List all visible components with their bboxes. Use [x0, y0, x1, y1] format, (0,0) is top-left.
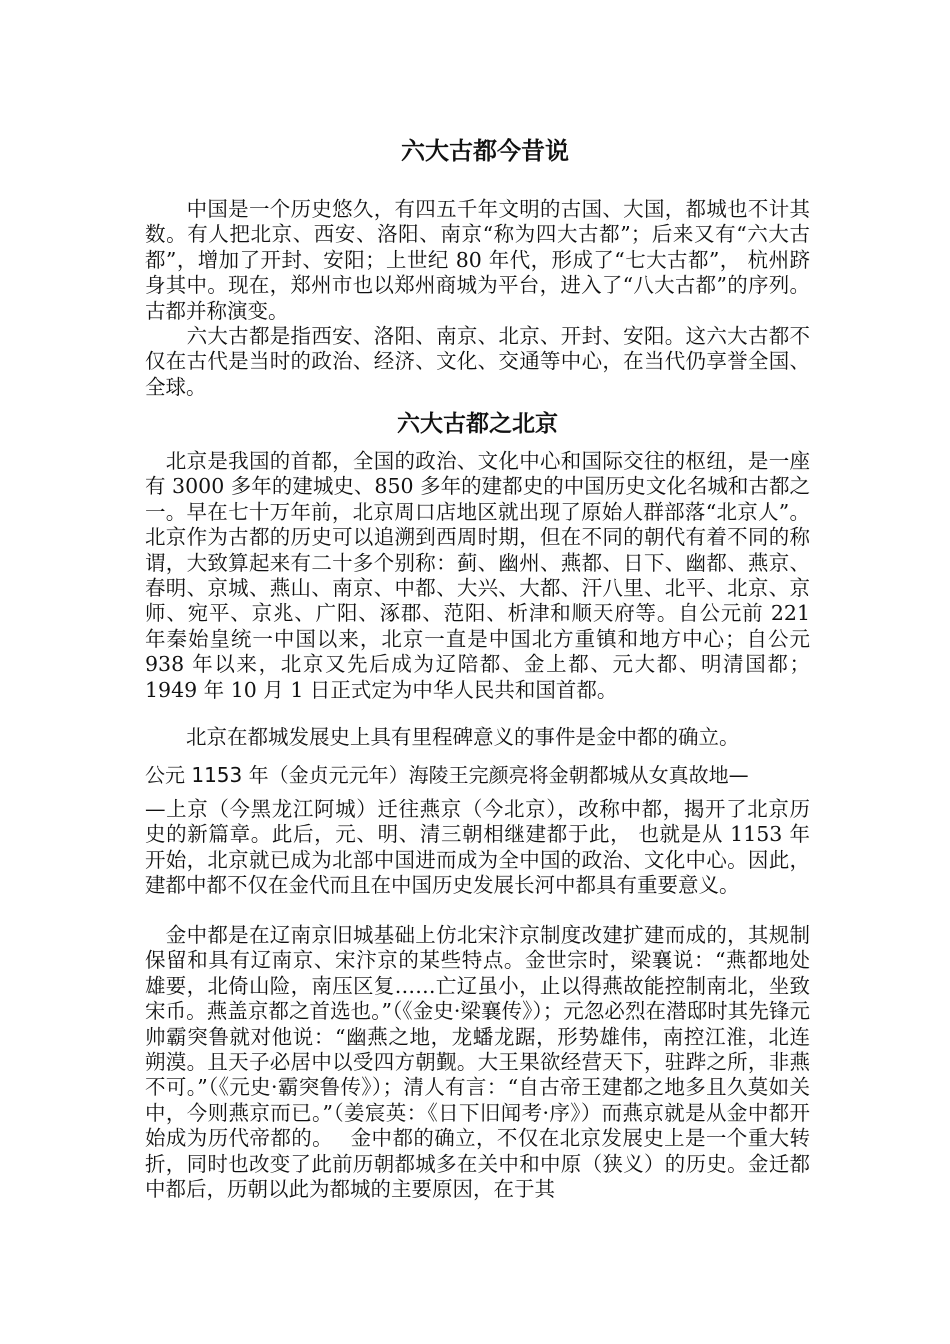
section-title: 六大古都之北京 — [397, 411, 558, 437]
beijing-paragraph-4: 金中都是在辽南京旧城基础上仿北宋汴京制度改建扩建而成的，其规制保留和具有辽南京、宋汴京的某些特点。金世宗时，梁襄说：“燕都地处雄要，北倚山险，南压区复……亡辽虽小，止以得燕故能控制南北，坐致宋币。燕盖京都之首选也。”（《金史·梁襄传》）；元忽必烈在潜邸时其先锋元帅霸突鲁就对他说：“幽燕之地，龙蟠龙踞，形势雄伟，南控江淮，北连朔漠。且天子必居中以受四方朝觐。大王果欲经营天下，驻跸之所，非燕不可。”（《元史·霸突鲁传》）；清人有言：“自古帝王建都之地多且久莫如关中，今则燕京而已。”（姜宸英：《日下旧闻考·序》）而燕京就是从金中都开始成为历代帝都的。 金中都的确立，不仅在北京发展史上是一个重大转折，同时也改变了此前历朝都城多在关中和中原（狭义）的历史。金迁都中都后，历朝以此为都城的主要原因，在于其 — [145, 923, 810, 1202]
beijing-paragraph-2: 北京在都城发展史上具有里程碑意义的事件是金中都的确立。 — [145, 725, 740, 749]
beijing-paragraph-3-first-line: 公元 1153 年（金贞元元年）海陵王完颜亮将金朝都城从女真故地— — [145, 763, 749, 787]
intro-paragraph-2: 六大古都是指西安、洛阳、南京、北京、开封、安阳。这六大古都不仅在古代是当时的政治、经济、文化、交通等中心，在当代仍享誉全国、全球。 — [145, 324, 810, 399]
document-title: 六大古都今昔说 — [401, 137, 569, 165]
beijing-paragraph-3: —上京（今黑龙江阿城）迁往燕京（今北京），改称中都，揭开了北京历史的新篇章。此后，元、明、清三朝相继建都于此， 也就是从 1153 年开始，北京就已成为北部中国进而成为全中国的政治、文化中心。因此，建都中都不仅在金代而且在中国历史发展长河中都具有重要意义。 — [145, 797, 810, 898]
beijing-paragraph-1: 北京是我国的首都，全国的政治、文化中心和国际交往的枢纽，是一座有 3000 多年的建城史、850 多年的建都史的中国历史文化名城和古都之一。早在七十万年前，北京周口店地区就出现了原始人群部落“北京人”。北京作为古都的历史可以追溯到西周时期，但在不同的朝代有着不同的称谓，大致算起来有二十多个别称：蓟、幽州、燕都、日下、幽都、燕京、春明、京城、燕山、南京、中都、大兴、大都、汗八里、北平、北京、京师、宛平、京兆、广阳、涿郡、范阳、析津和顺天府等。自公元前 221 年秦始皇统一中国以来，北京一直是中国北方重镇和地方中心；自公元 938 年以来，北京又先后成为辽陪都、金上都、元大都、明清国都；1949 年 10 月 1 日正式定为中华人民共和国首都。 — [145, 449, 810, 702]
document-page — [145, 0, 810, 1344]
intro-paragraph-1: 中国是一个历史悠久，有四五千年文明的古国、大国，都城也不计其数。有人把北京、西安、洛阳、南京“称为四大古都”；后来又有“六大古都”，增加了开封、安阳；上世纪 80 年代，形成了“七大古都”， 杭州跻身其中。现在，郑州市也以郑州商城为平台，进入了“八大古都”的序列。古都并称演变。 — [145, 197, 810, 323]
